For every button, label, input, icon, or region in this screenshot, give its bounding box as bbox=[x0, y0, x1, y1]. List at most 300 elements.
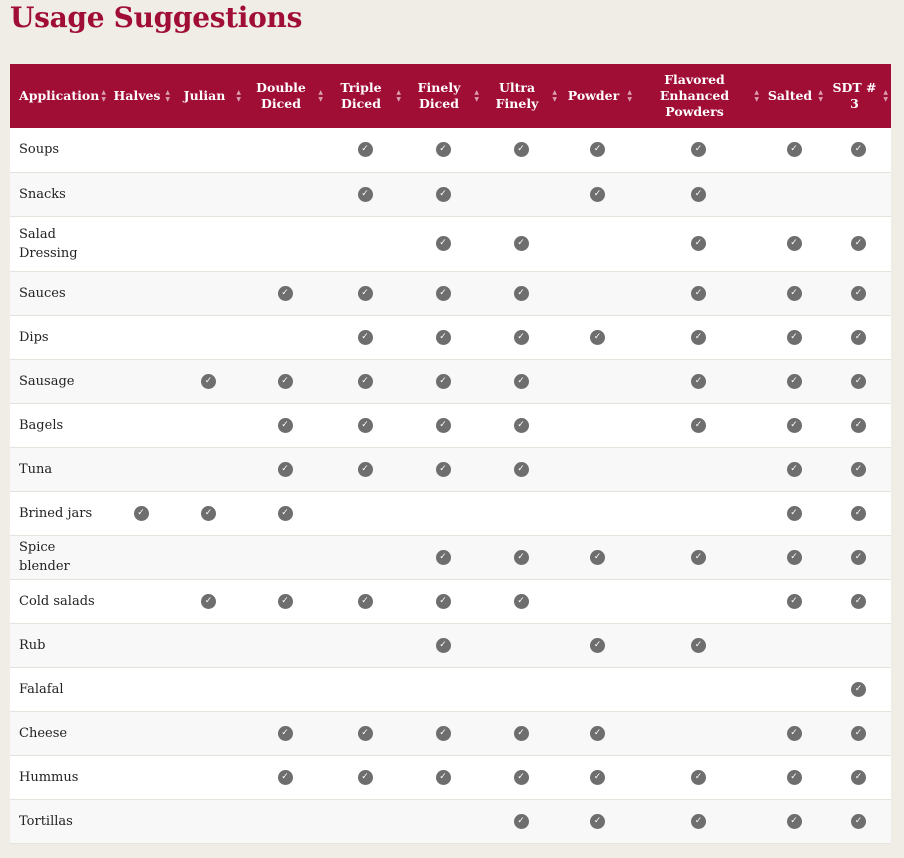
table-cell bbox=[635, 315, 762, 359]
table-cell bbox=[560, 579, 635, 623]
check-circle-icon: ✓ bbox=[851, 374, 866, 389]
check-circle-icon: ✓ bbox=[691, 330, 706, 345]
check-circle-icon: ✓ bbox=[787, 726, 802, 741]
check-circle-icon: ✓ bbox=[590, 638, 605, 653]
table-cell bbox=[560, 711, 635, 755]
application-cell: Bagels bbox=[10, 403, 109, 447]
table-cell bbox=[173, 216, 244, 271]
check-circle-icon: ✓ bbox=[851, 142, 866, 157]
column-header-julian[interactable] bbox=[173, 64, 244, 128]
table-cell bbox=[109, 403, 173, 447]
check-circle-icon: ✓ bbox=[436, 550, 451, 565]
check-circle-icon: ✓ bbox=[514, 142, 529, 157]
check-circle-icon: ✓ bbox=[851, 418, 866, 433]
application-cell: Hummus bbox=[10, 755, 109, 799]
table-cell bbox=[762, 667, 826, 711]
check-circle-icon: ✓ bbox=[787, 550, 802, 565]
check-circle-icon: ✓ bbox=[851, 236, 866, 251]
table-cell bbox=[173, 271, 244, 315]
check-circle-icon: ✓ bbox=[787, 506, 802, 521]
table-cell bbox=[826, 359, 891, 403]
application-cell: Tortillas bbox=[10, 799, 109, 843]
check-circle-icon: ✓ bbox=[590, 726, 605, 741]
check-circle-icon: ✓ bbox=[851, 814, 866, 829]
table-cell bbox=[482, 711, 560, 755]
sort-arrows-icon[interactable]: ▲ ▼ bbox=[236, 89, 241, 103]
table-cell bbox=[244, 315, 326, 359]
table-cell bbox=[109, 216, 173, 271]
table-cell bbox=[326, 579, 404, 623]
table-cell bbox=[635, 172, 762, 216]
column-header-powder[interactable] bbox=[560, 64, 635, 128]
table-cell bbox=[173, 403, 244, 447]
table-cell bbox=[560, 359, 635, 403]
table-row bbox=[10, 799, 891, 843]
table-cell bbox=[762, 711, 826, 755]
table-cell bbox=[109, 711, 173, 755]
table-cell bbox=[109, 535, 173, 579]
check-circle-icon: ✓ bbox=[851, 550, 866, 565]
table-cell bbox=[173, 623, 244, 667]
table-cell bbox=[826, 403, 891, 447]
table-cell bbox=[635, 359, 762, 403]
application-cell: Soups bbox=[10, 128, 109, 172]
table-cell bbox=[826, 216, 891, 271]
table-cell bbox=[326, 216, 404, 271]
table-row bbox=[10, 623, 891, 667]
check-circle-icon: ✓ bbox=[787, 770, 802, 785]
column-header-label: Ultra Finely bbox=[495, 80, 539, 111]
table-cell bbox=[560, 491, 635, 535]
table-cell bbox=[404, 216, 482, 271]
application-cell: Snacks bbox=[10, 172, 109, 216]
table-row bbox=[10, 711, 891, 755]
table-cell bbox=[244, 403, 326, 447]
table-cell bbox=[244, 216, 326, 271]
table-cell bbox=[482, 579, 560, 623]
check-circle-icon: ✓ bbox=[278, 286, 293, 301]
table-cell bbox=[326, 535, 404, 579]
check-circle-icon: ✓ bbox=[514, 594, 529, 609]
check-circle-icon: ✓ bbox=[851, 770, 866, 785]
column-header-application[interactable] bbox=[10, 64, 109, 128]
table-cell bbox=[244, 271, 326, 315]
table-cell bbox=[762, 172, 826, 216]
table-cell bbox=[404, 755, 482, 799]
table-row bbox=[10, 491, 891, 535]
table-cell bbox=[635, 535, 762, 579]
table-cell bbox=[173, 359, 244, 403]
column-header-double-diced[interactable] bbox=[244, 64, 326, 128]
column-header-label: Finely Diced bbox=[417, 80, 461, 111]
check-circle-icon: ✓ bbox=[851, 726, 866, 741]
sort-arrows-icon[interactable]: ▲ ▼ bbox=[627, 89, 632, 103]
check-circle-icon: ✓ bbox=[201, 594, 216, 609]
table-cell bbox=[560, 799, 635, 843]
table-cell bbox=[826, 535, 891, 579]
table-cell bbox=[404, 172, 482, 216]
check-circle-icon: ✓ bbox=[436, 236, 451, 251]
check-circle-icon: ✓ bbox=[436, 374, 451, 389]
table-cell bbox=[404, 579, 482, 623]
check-circle-icon: ✓ bbox=[691, 418, 706, 433]
table-cell bbox=[762, 623, 826, 667]
table-row bbox=[10, 447, 891, 491]
table-cell bbox=[482, 755, 560, 799]
check-circle-icon: ✓ bbox=[278, 770, 293, 785]
table-cell bbox=[244, 128, 326, 172]
check-circle-icon: ✓ bbox=[787, 236, 802, 251]
column-header-halves[interactable] bbox=[109, 64, 173, 128]
table-cell bbox=[560, 447, 635, 491]
table-cell bbox=[244, 755, 326, 799]
table-cell bbox=[635, 403, 762, 447]
table-cell bbox=[404, 315, 482, 359]
check-circle-icon: ✓ bbox=[590, 550, 605, 565]
application-cell: Spice blender bbox=[10, 535, 109, 579]
table-cell bbox=[404, 799, 482, 843]
column-header-label: Double Diced bbox=[256, 80, 306, 111]
check-circle-icon: ✓ bbox=[514, 770, 529, 785]
table-cell bbox=[326, 172, 404, 216]
table-cell bbox=[762, 216, 826, 271]
table-cell bbox=[244, 579, 326, 623]
table-cell bbox=[560, 172, 635, 216]
check-circle-icon: ✓ bbox=[851, 462, 866, 477]
check-circle-icon: ✓ bbox=[436, 638, 451, 653]
application-cell: Cheese bbox=[10, 711, 109, 755]
sort-arrows-icon[interactable]: ▲ ▼ bbox=[474, 89, 479, 103]
application-cell: Rub bbox=[10, 623, 109, 667]
check-circle-icon: ✓ bbox=[590, 187, 605, 202]
table-cell bbox=[326, 447, 404, 491]
check-circle-icon: ✓ bbox=[358, 187, 373, 202]
column-header-label: Flavored Enhanced Powders bbox=[659, 72, 730, 119]
sort-arrows-icon[interactable]: ▲ ▼ bbox=[883, 89, 888, 103]
table-cell bbox=[109, 447, 173, 491]
table-cell bbox=[635, 667, 762, 711]
table-row bbox=[10, 579, 891, 623]
check-circle-icon: ✓ bbox=[436, 726, 451, 741]
table-cell bbox=[326, 403, 404, 447]
table-cell bbox=[635, 491, 762, 535]
check-circle-icon: ✓ bbox=[358, 374, 373, 389]
table-cell bbox=[560, 623, 635, 667]
check-circle-icon: ✓ bbox=[358, 462, 373, 477]
column-header-label: Salted bbox=[767, 88, 813, 103]
application-label: Salad Dressing bbox=[19, 226, 78, 261]
check-circle-icon: ✓ bbox=[691, 638, 706, 653]
check-circle-icon: ✓ bbox=[851, 594, 866, 609]
check-circle-icon: ✓ bbox=[358, 286, 373, 301]
table-header-row bbox=[10, 64, 891, 128]
table-cell bbox=[482, 667, 560, 711]
column-header-finely-diced[interactable] bbox=[404, 64, 482, 128]
check-circle-icon: ✓ bbox=[691, 187, 706, 202]
table-cell bbox=[326, 667, 404, 711]
table-cell bbox=[244, 711, 326, 755]
table-cell bbox=[826, 623, 891, 667]
check-circle-icon: ✓ bbox=[201, 374, 216, 389]
table-cell bbox=[762, 403, 826, 447]
check-circle-icon: ✓ bbox=[278, 594, 293, 609]
column-header-label: Application bbox=[19, 88, 100, 103]
table-cell bbox=[762, 128, 826, 172]
check-circle-icon: ✓ bbox=[514, 814, 529, 829]
table-row bbox=[10, 315, 891, 359]
table-cell bbox=[244, 359, 326, 403]
check-circle-icon: ✓ bbox=[201, 506, 216, 521]
check-circle-icon: ✓ bbox=[514, 726, 529, 741]
table-cell bbox=[326, 799, 404, 843]
table-row bbox=[10, 128, 891, 172]
table-cell bbox=[826, 755, 891, 799]
column-header-triple-diced[interactable] bbox=[326, 64, 404, 128]
table-cell bbox=[173, 128, 244, 172]
table-cell bbox=[635, 447, 762, 491]
table-cell bbox=[404, 623, 482, 667]
check-circle-icon: ✓ bbox=[787, 594, 802, 609]
column-header-salted[interactable] bbox=[762, 64, 826, 128]
table-cell bbox=[109, 799, 173, 843]
check-circle-icon: ✓ bbox=[851, 682, 866, 697]
application-cell: Brined jars bbox=[10, 491, 109, 535]
check-circle-icon: ✓ bbox=[278, 462, 293, 477]
check-circle-icon: ✓ bbox=[851, 506, 866, 521]
table-cell bbox=[482, 403, 560, 447]
check-circle-icon: ✓ bbox=[787, 418, 802, 433]
table-cell bbox=[482, 216, 560, 271]
table-cell bbox=[326, 128, 404, 172]
check-circle-icon: ✓ bbox=[787, 462, 802, 477]
table-cell bbox=[826, 799, 891, 843]
check-circle-icon: ✓ bbox=[278, 726, 293, 741]
table-cell bbox=[109, 128, 173, 172]
check-circle-icon: ✓ bbox=[787, 330, 802, 345]
table-row bbox=[10, 755, 891, 799]
table-cell bbox=[762, 535, 826, 579]
sort-arrows-icon[interactable]: ▲ ▼ bbox=[165, 89, 170, 103]
table-body bbox=[10, 128, 891, 843]
check-circle-icon: ✓ bbox=[514, 286, 529, 301]
check-circle-icon: ✓ bbox=[691, 550, 706, 565]
table-cell bbox=[762, 799, 826, 843]
table-cell bbox=[826, 667, 891, 711]
table-cell bbox=[173, 799, 244, 843]
table-cell bbox=[635, 623, 762, 667]
table-cell bbox=[826, 315, 891, 359]
table-cell bbox=[404, 128, 482, 172]
column-header-ultra-finely[interactable] bbox=[482, 64, 560, 128]
sort-arrows-icon[interactable]: ▲ ▼ bbox=[552, 89, 557, 103]
table-cell bbox=[244, 535, 326, 579]
check-circle-icon: ✓ bbox=[691, 374, 706, 389]
check-circle-icon: ✓ bbox=[590, 330, 605, 345]
table-cell bbox=[173, 667, 244, 711]
table-cell bbox=[326, 711, 404, 755]
table-cell bbox=[109, 172, 173, 216]
check-circle-icon: ✓ bbox=[590, 814, 605, 829]
check-circle-icon: ✓ bbox=[278, 374, 293, 389]
table-cell bbox=[404, 271, 482, 315]
table-cell bbox=[560, 667, 635, 711]
table-cell bbox=[482, 623, 560, 667]
table-cell bbox=[404, 359, 482, 403]
table-cell bbox=[173, 535, 244, 579]
table-cell bbox=[173, 579, 244, 623]
sort-arrows-icon[interactable]: ▲ ▼ bbox=[396, 89, 401, 103]
table-cell bbox=[826, 271, 891, 315]
check-circle-icon: ✓ bbox=[590, 770, 605, 785]
table-cell bbox=[173, 315, 244, 359]
table-cell bbox=[404, 667, 482, 711]
check-circle-icon: ✓ bbox=[787, 142, 802, 157]
table-cell bbox=[482, 491, 560, 535]
application-cell: Dips bbox=[10, 315, 109, 359]
table-row bbox=[10, 535, 891, 579]
table-cell bbox=[404, 403, 482, 447]
check-circle-icon: ✓ bbox=[787, 286, 802, 301]
table-cell bbox=[244, 491, 326, 535]
table-cell bbox=[244, 623, 326, 667]
check-circle-icon: ✓ bbox=[514, 236, 529, 251]
application-cell: Tuna bbox=[10, 447, 109, 491]
table-cell bbox=[762, 271, 826, 315]
check-circle-icon: ✓ bbox=[358, 330, 373, 345]
application-cell: Falafal bbox=[10, 667, 109, 711]
check-circle-icon: ✓ bbox=[436, 594, 451, 609]
check-circle-icon: ✓ bbox=[358, 770, 373, 785]
sort-arrows-icon[interactable]: ▲ ▼ bbox=[818, 89, 823, 103]
table-cell bbox=[635, 271, 762, 315]
table-cell bbox=[326, 315, 404, 359]
table-row bbox=[10, 359, 891, 403]
check-circle-icon: ✓ bbox=[436, 462, 451, 477]
table-row bbox=[10, 216, 891, 271]
table-cell bbox=[326, 271, 404, 315]
table-cell bbox=[173, 755, 244, 799]
table-cell bbox=[482, 535, 560, 579]
table-cell bbox=[173, 447, 244, 491]
column-header-label: SDT # 3 bbox=[832, 80, 877, 111]
application-cell: Sausage bbox=[10, 359, 109, 403]
page-title: Usage Suggestions bbox=[10, 1, 303, 34]
table-cell bbox=[326, 623, 404, 667]
check-circle-icon: ✓ bbox=[691, 286, 706, 301]
table-cell bbox=[635, 579, 762, 623]
table-cell bbox=[109, 623, 173, 667]
check-circle-icon: ✓ bbox=[358, 726, 373, 741]
table-row bbox=[10, 271, 891, 315]
table-cell bbox=[826, 172, 891, 216]
check-circle-icon: ✓ bbox=[691, 770, 706, 785]
column-header-label: Halves bbox=[113, 88, 161, 103]
check-circle-icon: ✓ bbox=[436, 330, 451, 345]
table-cell bbox=[560, 535, 635, 579]
table-cell bbox=[826, 128, 891, 172]
table-cell bbox=[173, 172, 244, 216]
table-cell bbox=[109, 315, 173, 359]
table-cell bbox=[762, 579, 826, 623]
check-circle-icon: ✓ bbox=[278, 418, 293, 433]
check-circle-icon: ✓ bbox=[691, 236, 706, 251]
table-cell bbox=[173, 491, 244, 535]
table-cell bbox=[109, 667, 173, 711]
table-cell bbox=[762, 315, 826, 359]
check-circle-icon: ✓ bbox=[590, 142, 605, 157]
table-cell bbox=[109, 271, 173, 315]
table-cell bbox=[560, 271, 635, 315]
table-cell bbox=[482, 359, 560, 403]
column-header-sdt-3[interactable] bbox=[826, 64, 891, 128]
table-cell bbox=[404, 491, 482, 535]
table-cell bbox=[826, 447, 891, 491]
table-cell bbox=[244, 172, 326, 216]
table-cell bbox=[826, 579, 891, 623]
table-cell bbox=[326, 491, 404, 535]
check-circle-icon: ✓ bbox=[436, 187, 451, 202]
table-cell bbox=[762, 491, 826, 535]
check-circle-icon: ✓ bbox=[514, 374, 529, 389]
check-circle-icon: ✓ bbox=[851, 286, 866, 301]
check-circle-icon: ✓ bbox=[278, 506, 293, 521]
table-cell bbox=[404, 711, 482, 755]
check-circle-icon: ✓ bbox=[358, 594, 373, 609]
table-cell bbox=[482, 271, 560, 315]
check-circle-icon: ✓ bbox=[851, 330, 866, 345]
sort-arrows-icon[interactable]: ▲ ▼ bbox=[101, 89, 106, 103]
table-cell bbox=[560, 315, 635, 359]
table-cell bbox=[635, 799, 762, 843]
column-header-flavored-enhanced-powders[interactable] bbox=[635, 64, 762, 128]
table-cell bbox=[244, 447, 326, 491]
application-cell: Cold salads bbox=[10, 579, 109, 623]
table-cell bbox=[404, 447, 482, 491]
table-cell bbox=[635, 128, 762, 172]
check-circle-icon: ✓ bbox=[134, 506, 149, 521]
check-circle-icon: ✓ bbox=[514, 462, 529, 477]
table-cell bbox=[762, 755, 826, 799]
usage-table bbox=[10, 64, 891, 844]
table-cell bbox=[635, 711, 762, 755]
table-cell bbox=[560, 216, 635, 271]
sort-arrows-icon[interactable]: ▲ ▼ bbox=[318, 89, 323, 103]
table-cell bbox=[560, 403, 635, 447]
table-cell bbox=[244, 667, 326, 711]
check-circle-icon: ✓ bbox=[436, 770, 451, 785]
table-cell bbox=[762, 359, 826, 403]
column-header-label: Triple Diced bbox=[340, 80, 382, 111]
table-cell bbox=[560, 128, 635, 172]
table-cell bbox=[482, 172, 560, 216]
column-header-label: Julian bbox=[183, 88, 226, 103]
check-circle-icon: ✓ bbox=[358, 142, 373, 157]
table-cell bbox=[173, 711, 244, 755]
sort-arrows-icon[interactable]: ▲ ▼ bbox=[754, 89, 759, 103]
table-cell bbox=[482, 799, 560, 843]
table-cell bbox=[826, 711, 891, 755]
check-circle-icon: ✓ bbox=[436, 418, 451, 433]
table-cell bbox=[826, 491, 891, 535]
check-circle-icon: ✓ bbox=[514, 330, 529, 345]
table-cell bbox=[109, 359, 173, 403]
table-row bbox=[10, 667, 891, 711]
column-header-label: Powder bbox=[567, 88, 620, 103]
table-cell bbox=[109, 579, 173, 623]
check-circle-icon: ✓ bbox=[436, 142, 451, 157]
table-cell bbox=[482, 315, 560, 359]
check-circle-icon: ✓ bbox=[691, 814, 706, 829]
